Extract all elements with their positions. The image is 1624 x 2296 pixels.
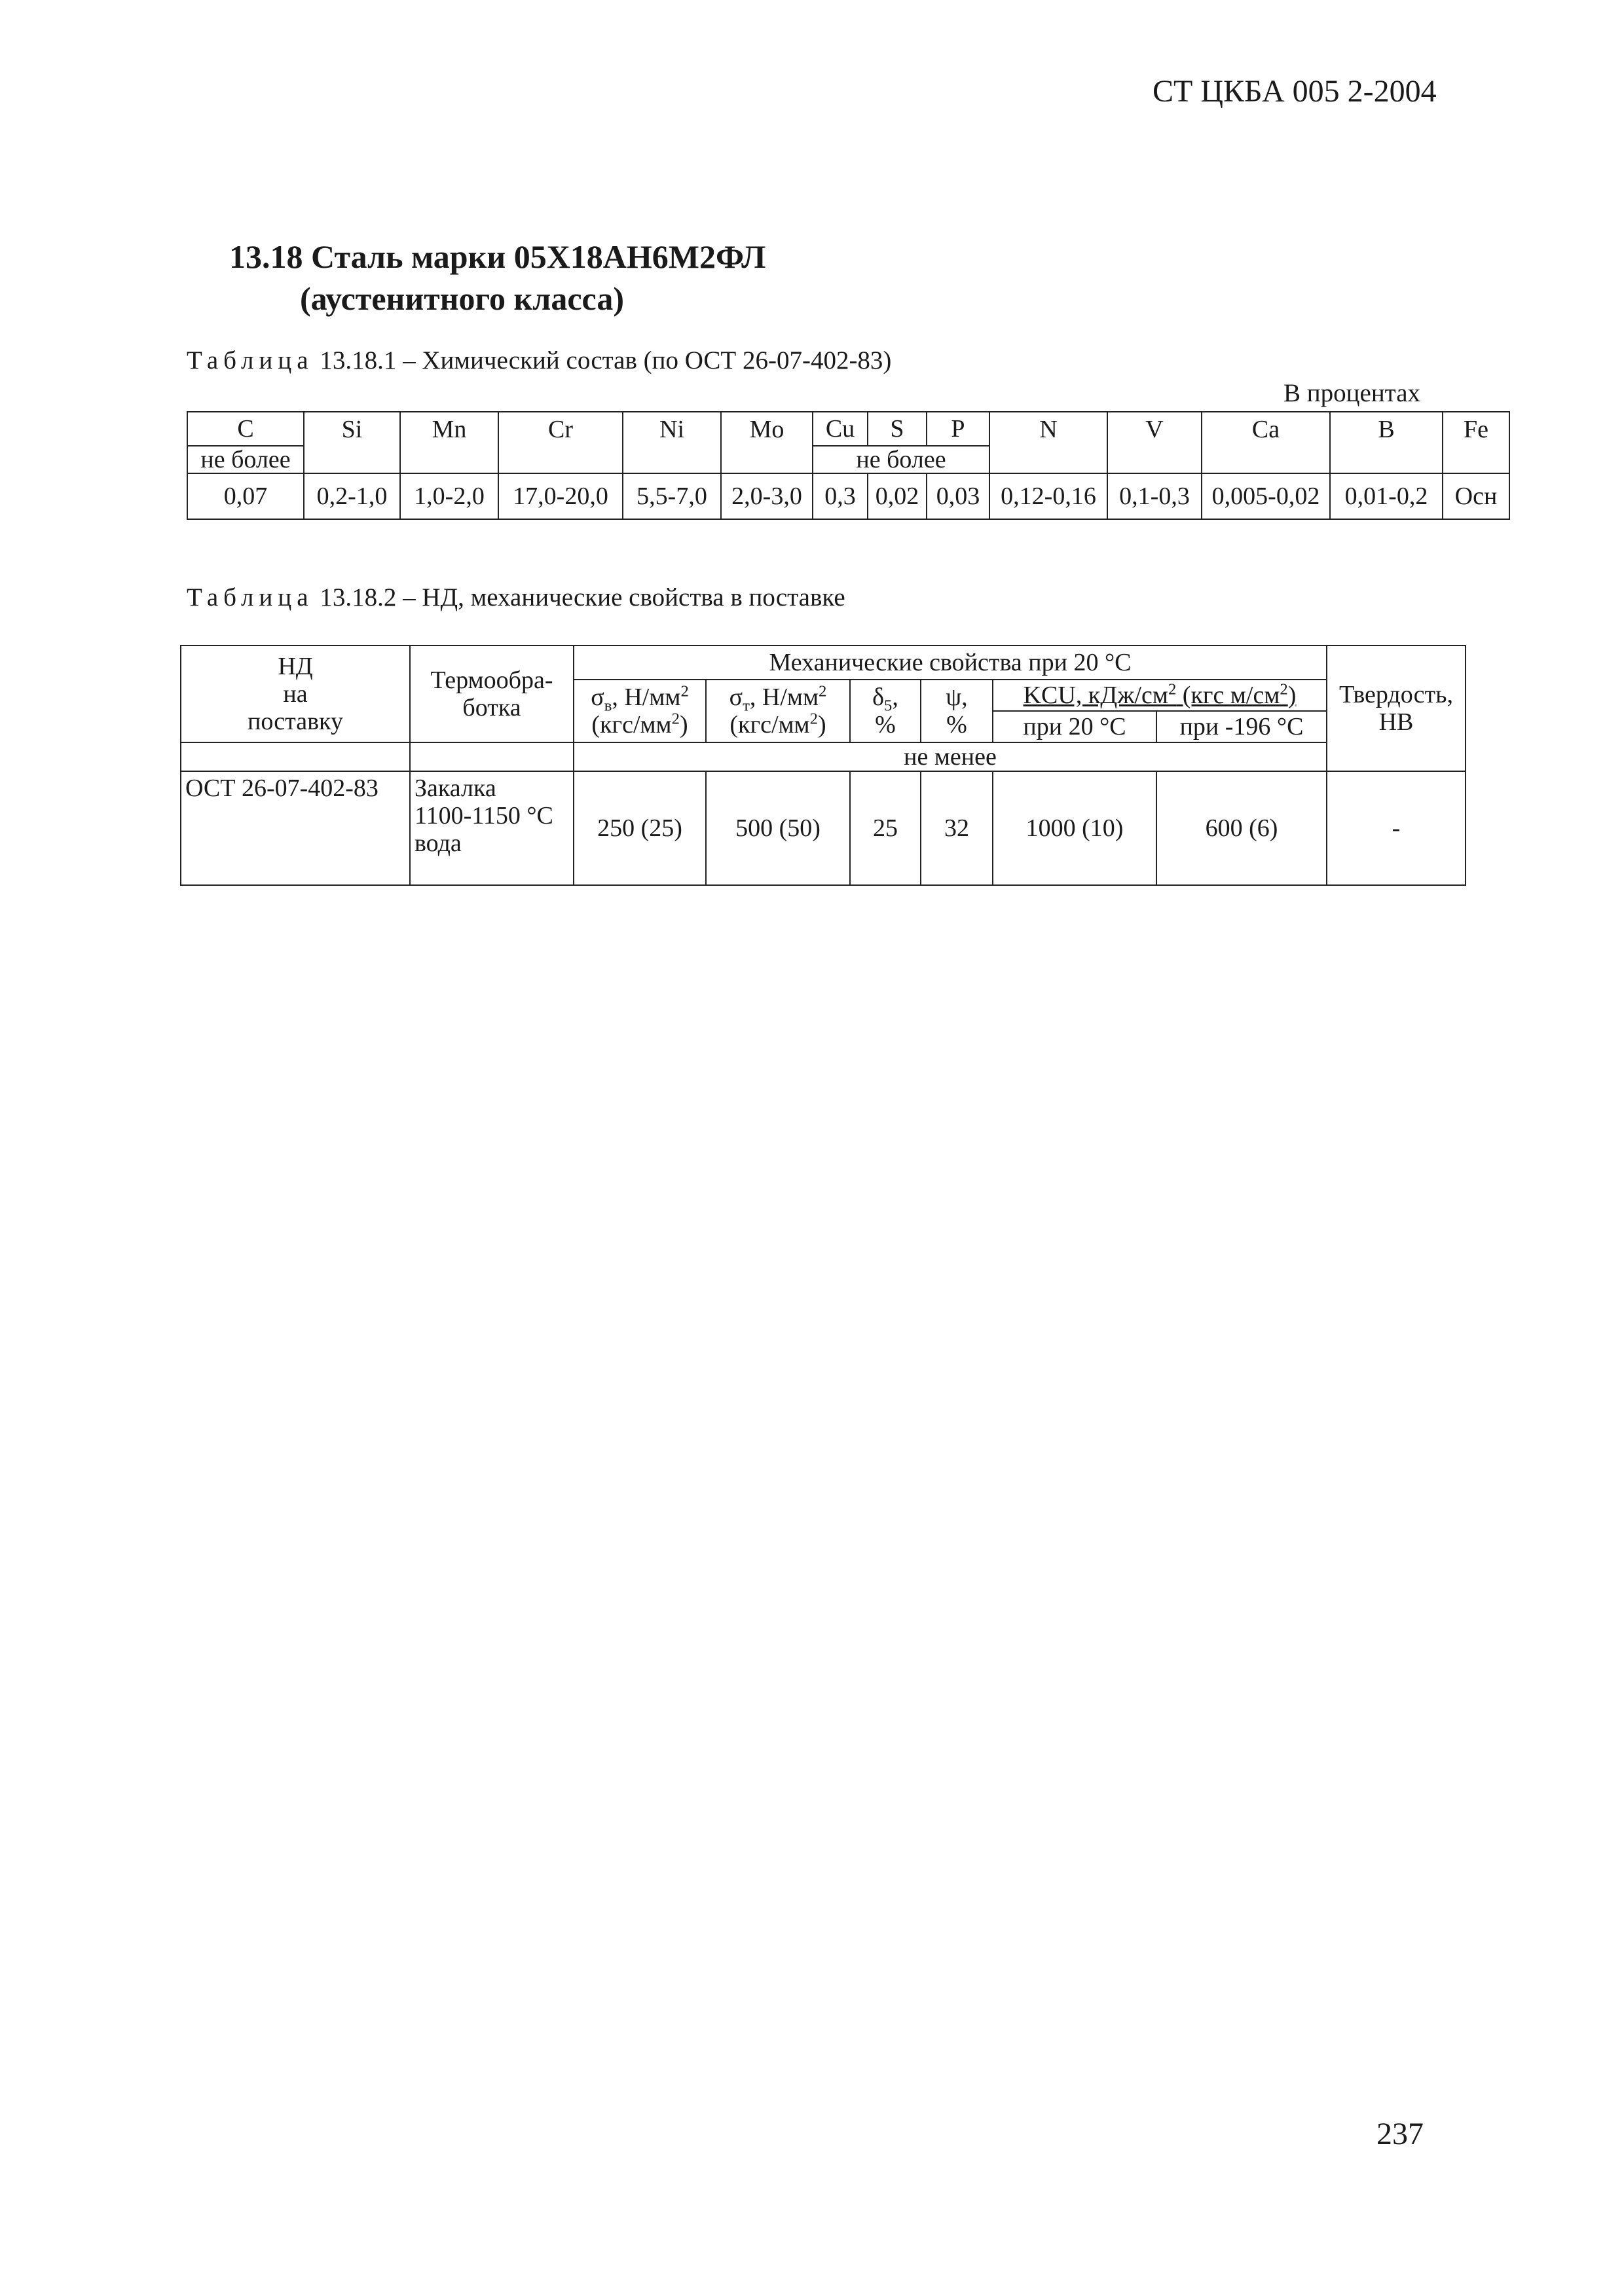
empty-cell (623, 446, 721, 473)
table1-unit-note: В процентах (1283, 379, 1421, 407)
empty-cell (1202, 446, 1330, 473)
standard-code: СТ ЦКБА 005 2-2004 (1153, 74, 1437, 109)
page-number: 237 (1376, 2117, 1424, 2151)
header-heat-treatment (410, 646, 574, 742)
col-header: Ni (623, 412, 721, 446)
subheader-not-more: не более (187, 446, 304, 473)
col-header: Cr (498, 412, 623, 446)
col-header: Ca (1202, 412, 1330, 446)
empty-cell (721, 446, 813, 473)
sigma-sub: т (743, 697, 750, 715)
col-header: N (989, 412, 1107, 446)
sigma-unit-alt: (кгс/мм (729, 711, 810, 738)
value-cell: Осн (1443, 473, 1509, 519)
col-header: Cu (813, 412, 868, 446)
header-reduction-area (921, 680, 993, 742)
table2-caption-text: 13.18.2 – НД, механические свойства в поставке (320, 583, 845, 611)
empty-cell (1443, 446, 1509, 473)
cell-tensile: 250 (25) (574, 771, 706, 885)
subheader-not-more: не более (813, 446, 989, 473)
col-header: S (868, 412, 927, 446)
value-cell: 0,005-0,02 (1202, 473, 1330, 519)
value-cell: 2,0-3,0 (721, 473, 813, 519)
header-hardness (1327, 646, 1466, 771)
table2-caption (187, 583, 845, 612)
sigma-unit: , Н/мм (749, 683, 819, 711)
header-not-less: не менее (574, 742, 1327, 771)
sigma-symbol: σ (591, 683, 604, 711)
empty-cell (498, 446, 623, 473)
value-cell: 0,07 (187, 473, 304, 519)
table1-caption-text: 13.18.1 – Химический состав (по ОСТ 26-07-402-83) (320, 346, 892, 374)
delta-symbol: δ (872, 683, 885, 711)
value-cell: 0,03 (927, 473, 989, 519)
treat-line2: 1100-1150 °С (415, 802, 553, 829)
value-cell: 0,01-0,2 (1330, 473, 1443, 519)
empty-cell (1107, 446, 1202, 473)
sigma-sub: в (604, 697, 612, 715)
header-kcu-20: при 20 °С (993, 711, 1156, 742)
cell-nd: ОСТ 26-07-402-83 (181, 771, 410, 885)
table1-caption-word: Таблица (187, 346, 314, 374)
col-header: P (927, 412, 989, 446)
table2-header-row4 (181, 742, 1466, 771)
value-cell: 0,3 (813, 473, 868, 519)
value-cell: 0,02 (868, 473, 927, 519)
value-cell: 0,2-1,0 (304, 473, 400, 519)
delta-comma: , (892, 683, 898, 711)
section-title-line2: (аустенитного класса) (300, 280, 624, 317)
table2-caption-word: Таблица (187, 583, 314, 611)
header-mechanical-properties: Механические свойства при 20 °С (574, 646, 1327, 680)
cell-reduction: 32 (921, 771, 993, 885)
col-header: V (1107, 412, 1202, 446)
mechanical-properties-table (180, 645, 1466, 886)
cell-kcu-20: 1000 (10) (993, 771, 1156, 885)
header-kcu-minus196: при -196 °С (1156, 711, 1327, 742)
chemical-composition-table (187, 411, 1510, 520)
table1-caption (187, 346, 891, 375)
header-impact-toughness: KCU, кДж/$см^2$ (кгс $м/см^2$) (993, 680, 1327, 711)
value-cell: 1,0-2,0 (400, 473, 498, 519)
cell-kcu-minus196: 600 (6) (1156, 771, 1327, 885)
header-yield-strength: $\sigma_т$, $Н/мм^2$ $(кгс/мм^2)$ (706, 680, 850, 742)
section-title (229, 236, 766, 319)
cell-heat-treatment (410, 771, 574, 885)
header-tensile-strength: $\sigma_в$, $Н/мм^2$ $(кгс/мм^2)$ (574, 680, 706, 742)
sigma-unit-alt: (кгс/мм (591, 711, 672, 738)
header-nd (181, 646, 410, 742)
treat-line3: вода (415, 829, 462, 857)
header-elongation (850, 680, 921, 742)
header-hardness-line1: Твердость, (1339, 681, 1453, 708)
header-nd-line2: на (283, 680, 308, 708)
col-header: B (1330, 412, 1443, 446)
table2-data-row (181, 771, 1466, 885)
value-cell: 17,0-20,0 (498, 473, 623, 519)
empty-cell (410, 742, 574, 771)
table2-header-row1 (181, 646, 1466, 680)
header-treat-line1: Термообра- (430, 666, 553, 694)
psi-unit: % (946, 711, 967, 738)
psi-symbol: ψ, (946, 683, 968, 711)
col-header: Si (304, 412, 400, 446)
table1-header-row (187, 412, 1509, 446)
col-header: C (187, 412, 304, 446)
empty-cell (1330, 446, 1443, 473)
sigma-symbol: σ (729, 683, 743, 711)
cell-yield: 500 (50) (706, 771, 850, 885)
header-hardness-line2: НВ (1378, 708, 1414, 736)
col-header: Fe (1443, 412, 1509, 446)
delta-unit: % (875, 711, 896, 738)
empty-cell (304, 446, 400, 473)
value-cell: 5,5-7,0 (623, 473, 721, 519)
col-header: Mn (400, 412, 498, 446)
header-treat-line2: ботка (462, 694, 521, 721)
treat-line1: Закалка (415, 774, 496, 802)
kcu-alt-unit: (кгс м/см (1176, 682, 1280, 709)
empty-cell (400, 446, 498, 473)
table1-subheader-row (187, 446, 1509, 473)
empty-cell (181, 742, 410, 771)
col-header: Mo (721, 412, 813, 446)
cell-elongation: 25 (850, 771, 921, 885)
delta-sub: 5 (884, 697, 893, 715)
cell-hardness: - (1327, 771, 1466, 885)
header-nd-line3: поставку (248, 708, 343, 735)
sigma-unit: , Н/мм (612, 683, 681, 711)
table1-values-row (187, 473, 1509, 519)
empty-cell (989, 446, 1107, 473)
section-title-line1: 13.18 Сталь марки 05Х18АН6М2ФЛ (229, 238, 766, 275)
header-nd-line1: НД (278, 653, 313, 680)
kcu-label: KCU, кДж/см (1023, 682, 1168, 709)
value-cell: 0,12-0,16 (989, 473, 1107, 519)
value-cell: 0,1-0,3 (1107, 473, 1202, 519)
